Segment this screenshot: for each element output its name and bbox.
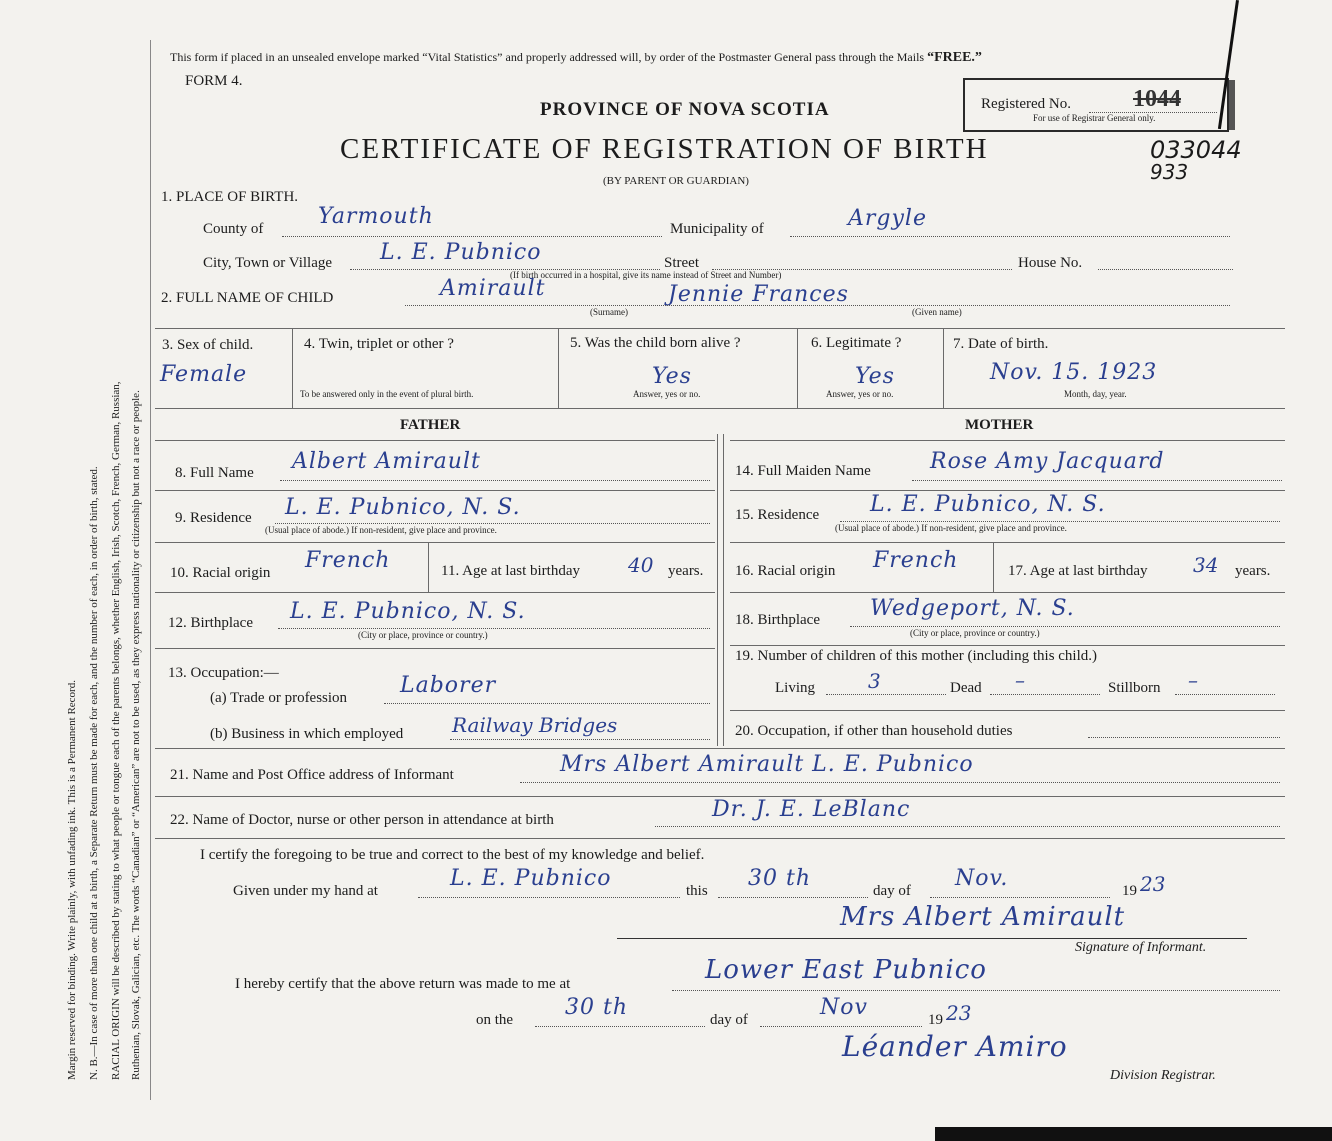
registrar-year-prefix: 19 <box>928 1012 943 1028</box>
place-of-birth-heading: 1. PLACE OF BIRTH. <box>161 189 299 205</box>
father-business: Railway Bridges <box>452 713 618 737</box>
registrar-day: 30 th <box>565 995 628 1020</box>
father-trade-label: (a) Trade or profession <box>210 690 348 706</box>
informant-label: 21. Name and Post Office address of Informant <box>170 767 454 783</box>
legitimate-note: Answer, yes or no. <box>826 389 894 399</box>
child-surname: Amirault <box>440 276 546 301</box>
father-age-unit: years. <box>668 563 704 579</box>
father-trade: Laborer <box>400 673 497 698</box>
street-label: Street <box>664 255 699 271</box>
father-birthplace: L. E. Pubnico, N. S. <box>290 599 526 624</box>
father-age-label: 11. Age at last birthday <box>441 563 580 579</box>
mother-occupation-label: 20. Occupation, if other than household duties <box>735 723 1013 739</box>
mother-race-label: 16. Racial origin <box>735 563 836 579</box>
born-alive-note: Answer, yes or no. <box>633 389 701 399</box>
informant-signature-label: Signature of Informant. <box>1075 940 1207 955</box>
county-label: County of <box>203 221 264 237</box>
sex-label: 3. Sex of child. <box>162 337 254 353</box>
registered-note: For use of Registrar General only. <box>1033 113 1156 123</box>
dead-label: Dead <box>950 680 982 696</box>
father-occupation-label: 13. Occupation:— <box>168 665 279 681</box>
margin-note-racial-2: Ruthenian, Slovak, Galician, etc. The words “Canadian” or “American” are not to be used, as they express nationality or citizenship but not a race or people. <box>130 390 142 1080</box>
mother-age: 34 <box>1193 553 1219 577</box>
margin-note-nb: N. B.—In case of more than one child at a birth, a Separate Return must be made for each, and the number of each, in order of birth, stated. <box>88 466 100 1080</box>
hospital-note: (If birth occurred in a hospital, give its name instead of Street and Number) <box>510 270 782 280</box>
city-label: City, Town or Village <box>203 255 333 271</box>
given-this-label: this <box>686 883 708 899</box>
doctor-label: 22. Name of Doctor, nurse or other person in attendance at birth <box>170 812 554 828</box>
margin-note-racial-1: RACIAL ORIGIN will be described by stating to what people or tongue each of the parents belongs, whether English, Irish, Scotch, French, German, Russian, <box>110 381 122 1080</box>
father-name: Albert Amirault <box>292 449 481 474</box>
postal-notice-text: This form if placed in an unsealed envelope marked “Vital Statistics” and properly addressed will, by order of the Postmaster General pass through the Mails <box>170 50 925 64</box>
mother-race: French <box>873 548 959 573</box>
registrar-text: I hereby certify that the above return was made to me at <box>235 976 571 992</box>
mother-birthplace-label: 18. Birthplace <box>735 612 820 628</box>
postal-notice-free: “FREE.” <box>927 50 982 65</box>
municipality-label: Municipality of <box>670 221 764 237</box>
mother-residence-label: 15. Residence <box>735 507 820 523</box>
child-name-label: 2. FULL NAME OF CHILD <box>161 290 334 306</box>
dead-value: – <box>1015 668 1025 692</box>
born-alive-label: 5. Was the child born alive ? <box>570 335 741 351</box>
handwritten-registration-number-2: 933 <box>1150 160 1189 184</box>
registrar-place: Lower East Pubnico <box>705 955 987 985</box>
given-year-prefix: 19 <box>1122 883 1137 899</box>
plural-birth-label: 4. Twin, triplet or other ? <box>304 336 454 352</box>
mother-name: Rose Amy Jacquard <box>930 449 1165 474</box>
margin-note-binding: Margin reserved for binding. Write plainly, with unfading ink. This is a Permanent Record. <box>66 680 78 1080</box>
father-birthplace-note: (City or place, province or country.) <box>358 630 488 640</box>
registrar-year: 23 <box>946 1001 972 1025</box>
registrar-signature-label: Division Registrar. <box>1110 1068 1216 1083</box>
given-name-note: (Given name) <box>912 307 962 317</box>
mother-birthplace-note: (City or place, province or country.) <box>910 628 1040 638</box>
mother-children-label: 19. Number of children of this mother (including this child.) <box>735 648 1098 664</box>
province-heading: PROVINCE OF NOVA SCOTIA <box>540 99 830 120</box>
mother-age-unit: years. <box>1235 563 1271 579</box>
stillborn-value: – <box>1188 668 1198 692</box>
form-number: FORM 4. <box>185 73 243 89</box>
legitimate-label: 6. Legitimate ? <box>811 335 902 351</box>
sex-value: Female <box>160 362 248 387</box>
surname-note: (Surname) <box>590 307 628 317</box>
stillborn-label: Stillborn <box>1108 680 1161 696</box>
city-value: L. E. Pubnico <box>380 240 542 265</box>
father-residence-note: (Usual place of abode.) If non-resident, give place and province. <box>265 525 497 535</box>
father-race-label: 10. Racial origin <box>170 565 271 581</box>
mother-age-label: 17. Age at last birthday <box>1008 563 1148 579</box>
given-month: Nov. <box>955 866 1009 891</box>
legitimate-value: Yes <box>855 364 895 389</box>
born-alive-value: Yes <box>652 364 692 389</box>
house-number-label: House No. <box>1018 255 1083 271</box>
county-value: Yarmouth <box>318 204 434 229</box>
father-residence: L. E. Pubnico, N. S. <box>285 495 521 520</box>
birth-date-note: Month, day, year. <box>1064 389 1127 399</box>
father-age: 40 <box>628 553 654 577</box>
mother-name-label: 14. Full Maiden Name <box>735 463 871 479</box>
given-day-of-label: day of <box>873 883 911 899</box>
informant-signature: Mrs Albert Amirault <box>840 902 1126 932</box>
registrar-month: Nov <box>820 995 868 1020</box>
father-name-label: 8. Full Name <box>175 465 254 481</box>
informant-value: Mrs Albert Amirault L. E. Pubnico <box>560 752 974 777</box>
certify-text: I certify the foregoing to be true and correct to the best of my knowledge and belief. <box>200 847 705 863</box>
living-label: Living <box>775 680 815 696</box>
certificate-title: CERTIFICATE OF REGISTRATION OF BIRTH <box>340 133 989 165</box>
father-race: French <box>305 548 391 573</box>
registrar-signature: Léander Amiro <box>842 1030 1068 1063</box>
given-year: 23 <box>1140 872 1166 896</box>
father-birthplace-label: 12. Birthplace <box>168 615 253 631</box>
registered-number-box <box>963 78 1229 132</box>
registered-number: 1044 <box>1133 86 1181 112</box>
doctor-value: Dr. J. E. LeBlanc <box>712 797 911 822</box>
registrar-day-of-label: day of <box>710 1012 748 1028</box>
registrar-on-label: on the <box>476 1012 514 1028</box>
given-place: L. E. Pubnico <box>450 866 612 891</box>
mother-residence-note: (Usual place of abode.) If non-resident, give place and province. <box>835 523 1067 533</box>
father-residence-label: 9. Residence <box>175 510 252 526</box>
handwritten-registration-number: 033044 <box>1150 136 1242 164</box>
birth-date-value: Nov. 15. 1923 <box>990 360 1158 385</box>
registered-label: Registered No. <box>981 96 1071 112</box>
given-day: 30 th <box>748 866 811 891</box>
certificate-subtitle: (BY PARENT OR GUARDIAN) <box>603 175 749 187</box>
living-value: 3 <box>868 669 881 693</box>
municipality-value: Argyle <box>848 206 927 231</box>
mother-residence: L. E. Pubnico, N. S. <box>870 492 1106 517</box>
child-given-name: Jennie Frances <box>668 282 849 307</box>
father-business-label: (b) Business in which employed <box>210 726 404 742</box>
postal-notice <box>170 50 982 66</box>
given-under-label: Given under my hand at <box>233 883 378 899</box>
father-heading: FATHER <box>400 417 461 433</box>
mother-heading: MOTHER <box>965 417 1034 433</box>
mother-birthplace: Wedgeport, N. S. <box>870 596 1075 621</box>
plural-birth-note: To be answered only in the event of plural birth. <box>300 389 474 399</box>
birth-date-label: 7. Date of birth. <box>953 336 1049 352</box>
